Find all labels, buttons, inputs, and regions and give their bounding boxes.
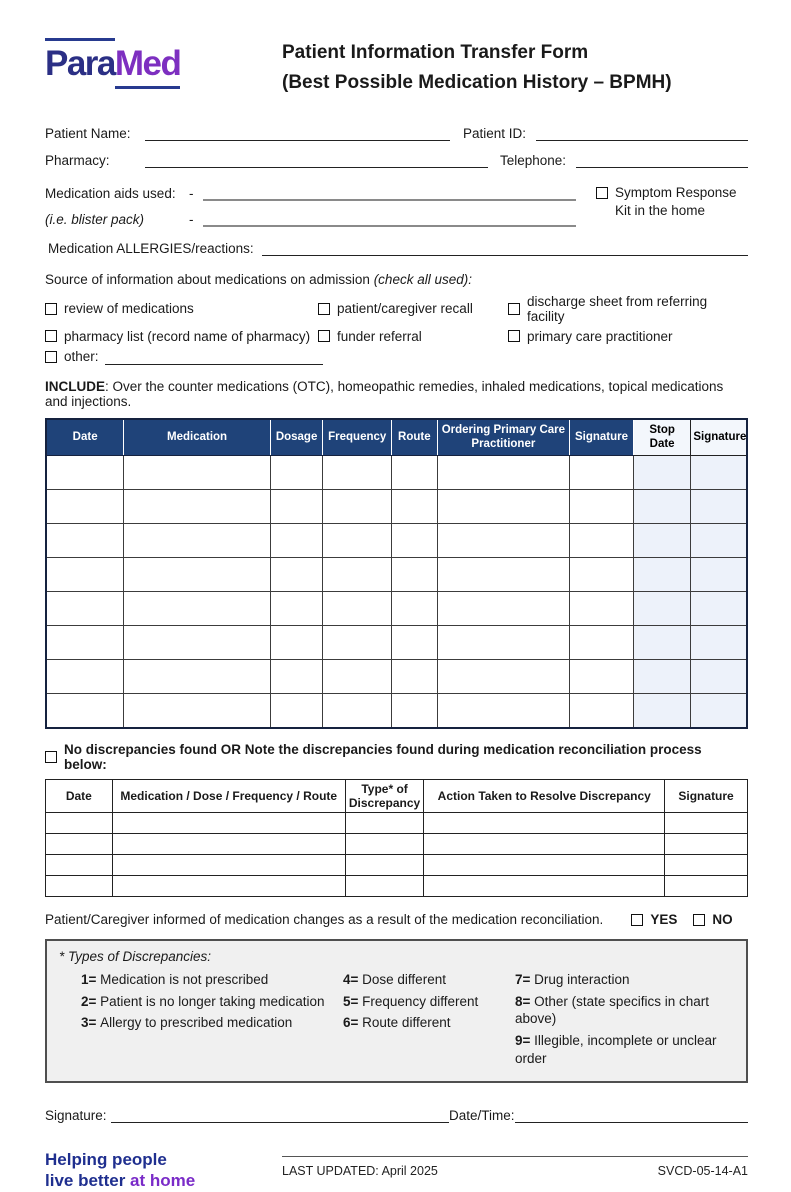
tagline-line2-blue: live better — [45, 1171, 131, 1191]
med-table-cell[interactable] — [691, 557, 747, 591]
disc-table-cell[interactable] — [345, 855, 424, 876]
yes-label: YES — [650, 912, 678, 928]
tagline-line1: Helping people — [45, 1150, 167, 1170]
med-table-cell[interactable] — [46, 523, 124, 557]
med-table-cell[interactable] — [124, 625, 271, 659]
med-table-header-5: Route — [392, 419, 438, 455]
disc-table-cell[interactable] — [665, 834, 748, 855]
patient-id-label: Patient ID: — [463, 125, 527, 141]
discrepancy-table — [45, 779, 748, 898]
med-table-cell[interactable] — [124, 489, 271, 523]
disc-table-cell[interactable] — [665, 876, 748, 897]
types-grid — [59, 971, 734, 1071]
allergies-label: Medication ALLERGIES/reactions: — [48, 240, 254, 256]
types-item: 1= Medication is not prescribed — [81, 972, 269, 988]
page-title — [282, 28, 672, 99]
footer-divider — [282, 1156, 748, 1157]
types-item: 6= Route different — [343, 1015, 451, 1031]
disc-table-cell[interactable] — [46, 834, 113, 855]
disc-table-cell[interactable] — [46, 876, 113, 897]
disc-table-row — [46, 834, 748, 855]
signature-label: Signature: — [45, 1108, 107, 1124]
med-table-header-6: Ordering Primary Care Practitioner — [437, 419, 569, 455]
med-aids-field-2[interactable] — [203, 210, 577, 227]
med-table-cell[interactable] — [633, 693, 690, 728]
disc-table-header-4: Action Taken to Resolve Discrepancy — [424, 779, 665, 813]
disc-table-row — [46, 855, 748, 876]
disc-table-cell[interactable] — [424, 876, 665, 897]
disc-table-cell[interactable] — [665, 855, 748, 876]
source-option — [45, 301, 318, 316]
med-table-cell[interactable] — [570, 591, 634, 625]
med-table-cell[interactable] — [437, 557, 569, 591]
source-other-label: other: — [64, 349, 99, 365]
med-table-cell[interactable] — [124, 693, 271, 728]
dash: - — [189, 211, 194, 227]
source-checkbox-grid — [45, 294, 748, 344]
disc-table-cell[interactable] — [112, 813, 345, 834]
medication-aids-section — [45, 184, 748, 236]
pharmacy-field[interactable] — [145, 152, 488, 168]
med-table-cell[interactable] — [437, 693, 569, 728]
med-table-cell[interactable] — [570, 557, 634, 591]
types-box-title: * Types of Discrepancies: — [59, 949, 212, 965]
disc-table-cell[interactable] — [112, 855, 345, 876]
types-item: 8= Other (state specifics in chart above) — [515, 993, 709, 1027]
medication-table-header-row — [46, 419, 747, 455]
source-option-label: patient/caregiver recall — [337, 301, 473, 317]
no-label: NO — [712, 912, 733, 928]
med-table-header-4: Frequency — [323, 419, 392, 455]
source-checkbox[interactable] — [508, 330, 520, 342]
informed-line — [45, 912, 748, 927]
med-table-cell[interactable] — [323, 693, 392, 728]
source-other-checkbox[interactable] — [45, 351, 57, 363]
patient-name-field[interactable] — [145, 125, 450, 141]
types-item: 4= Dose different — [343, 972, 446, 988]
med-table-cell[interactable] — [323, 591, 392, 625]
form-header — [45, 28, 748, 99]
types-item: 7= Drug interaction — [515, 972, 630, 988]
med-table-cell[interactable] — [570, 625, 634, 659]
disc-table-cell[interactable] — [424, 813, 665, 834]
med-table-row — [46, 659, 747, 693]
datetime-field[interactable] — [515, 1107, 748, 1123]
types-of-discrepancies-box — [45, 939, 748, 1083]
med-table-cell[interactable] — [570, 693, 634, 728]
pharmacy-row — [45, 152, 748, 168]
logo-med-text: Med — [115, 46, 181, 89]
source-option — [318, 329, 508, 344]
med-table-cell[interactable] — [570, 659, 634, 693]
med-table-cell[interactable] — [270, 693, 323, 728]
datetime-label: Date/Time: — [449, 1108, 515, 1124]
med-table-row — [46, 625, 747, 659]
symptom-kit-label-line2: Kit in the home — [615, 203, 706, 218]
med-table-cell[interactable] — [323, 659, 392, 693]
source-option — [508, 329, 748, 344]
med-table-cell[interactable] — [633, 455, 690, 489]
disc-table-cell[interactable] — [424, 834, 665, 855]
med-table-cell[interactable] — [46, 489, 124, 523]
yes-checkbox[interactable] — [631, 914, 643, 926]
med-table-cell[interactable] — [270, 557, 323, 591]
patient-name-row — [45, 125, 748, 141]
med-table-cell[interactable] — [691, 659, 747, 693]
source-option-label: pharmacy list (record name of pharmacy) — [64, 328, 311, 344]
med-table-cell[interactable] — [323, 455, 392, 489]
med-table-cell[interactable] — [691, 455, 747, 489]
source-option — [318, 301, 508, 316]
disc-table-cell[interactable] — [46, 813, 113, 834]
document-code: SVCD-05-14-A1 — [657, 1164, 748, 1179]
no-discrepancies-line — [45, 742, 748, 772]
source-other-row — [45, 349, 748, 365]
med-table-cell[interactable] — [633, 489, 690, 523]
source-row — [45, 329, 748, 344]
med-table-cell[interactable] — [392, 625, 438, 659]
disc-table-header-3: Type* of Discrepancy — [345, 779, 424, 813]
med-table-cell[interactable] — [124, 557, 271, 591]
source-checkbox[interactable] — [318, 330, 330, 342]
pharmacy-label: Pharmacy: — [45, 152, 110, 168]
med-table-cell[interactable] — [437, 455, 569, 489]
last-updated-text: LAST UPDATED: April 2025 — [282, 1164, 438, 1179]
med-table-cell[interactable] — [633, 557, 690, 591]
med-table-header-2: Medication — [124, 419, 271, 455]
med-table-cell[interactable] — [570, 455, 634, 489]
med-table-cell[interactable] — [392, 489, 438, 523]
med-table-cell[interactable] — [392, 693, 438, 728]
med-table-cell[interactable] — [124, 455, 271, 489]
source-other-field[interactable] — [105, 349, 323, 365]
patient-name-label: Patient Name: — [45, 125, 131, 141]
med-aids-sublabel: (i.e. blister pack) — [45, 211, 145, 227]
med-table-cell[interactable] — [323, 625, 392, 659]
page-title-line2: (Best Possible Medication History – BPMH) — [282, 72, 672, 94]
med-table-cell[interactable] — [270, 489, 323, 523]
discrepancy-table-header-row — [46, 779, 748, 813]
no-discrepancies-text: No discrepancies found OR Note the discrepancies found during medication reconciliation process below: — [64, 741, 702, 772]
med-table-header-3: Dosage — [270, 419, 323, 455]
med-table-cell[interactable] — [437, 591, 569, 625]
med-table-cell[interactable] — [392, 557, 438, 591]
med-table-cell[interactable] — [691, 489, 747, 523]
med-table-cell[interactable] — [46, 455, 124, 489]
med-table-cell[interactable] — [691, 591, 747, 625]
med-table-cell[interactable] — [570, 523, 634, 557]
symptom-kit-option — [576, 184, 748, 236]
med-table-row — [46, 523, 747, 557]
med-table-row — [46, 557, 747, 591]
med-table-row — [46, 693, 747, 728]
med-table-cell[interactable] — [570, 489, 634, 523]
med-table-cell[interactable] — [270, 591, 323, 625]
med-table-cell[interactable] — [437, 523, 569, 557]
footer-right — [282, 1156, 748, 1192]
med-table-cell[interactable] — [392, 659, 438, 693]
disc-table-cell[interactable] — [345, 813, 424, 834]
med-table-cell[interactable] — [633, 591, 690, 625]
types-column — [81, 971, 343, 1071]
types-column — [515, 971, 734, 1071]
med-table-cell[interactable] — [46, 659, 124, 693]
page-title-line1: Patient Information Transfer Form — [282, 42, 589, 63]
types-column — [343, 971, 515, 1071]
logo-para-text: Para — [45, 38, 115, 81]
telephone-label: Telephone: — [500, 152, 567, 168]
disc-table-cell[interactable] — [345, 834, 424, 855]
med-table-cell[interactable] — [270, 455, 323, 489]
med-table-cell[interactable] — [392, 523, 438, 557]
source-row — [45, 294, 748, 324]
med-table-cell[interactable] — [392, 455, 438, 489]
tagline-line2-purple: at home — [130, 1171, 196, 1191]
med-table-cell[interactable] — [270, 659, 323, 693]
med-aids-label: Medication aids used: — [45, 185, 176, 201]
source-option-label: funder referral — [337, 328, 422, 344]
med-table-cell[interactable] — [437, 489, 569, 523]
med-table-cell[interactable] — [437, 625, 569, 659]
med-table-cell[interactable] — [323, 557, 392, 591]
med-table-cell[interactable] — [691, 523, 747, 557]
disc-table-header-1: Date — [46, 779, 113, 813]
disc-table-cell[interactable] — [665, 813, 748, 834]
symptom-kit-checkbox[interactable] — [596, 187, 608, 199]
medication-table — [45, 418, 748, 729]
med-table-cell[interactable] — [323, 523, 392, 557]
symptom-kit-label-line1: Symptom Response — [615, 184, 737, 200]
disc-table-row — [46, 876, 748, 897]
include-note: INCLUDE: Over the counter medications (OTC), homeopathic remedies, inhaled medications, topical medications and injections. — [45, 378, 724, 409]
med-table-header-9: Signature — [691, 419, 747, 455]
med-table-row — [46, 489, 747, 523]
source-option-label: review of medications — [64, 301, 194, 317]
med-table-cell[interactable] — [633, 523, 690, 557]
med-table-cell[interactable] — [633, 625, 690, 659]
source-option — [508, 294, 748, 324]
disc-table-cell[interactable] — [46, 855, 113, 876]
disc-table-header-2: Medication / Dose / Frequency / Route — [112, 779, 345, 813]
no-discrepancies-checkbox[interactable] — [45, 751, 57, 763]
tagline — [45, 1149, 282, 1192]
med-table-cell[interactable] — [124, 659, 271, 693]
med-table-cell[interactable] — [124, 523, 271, 557]
med-table-cell[interactable] — [46, 625, 124, 659]
med-table-cell[interactable] — [392, 591, 438, 625]
med-table-cell[interactable] — [270, 625, 323, 659]
types-item: 3= Allergy to prescribed medication — [81, 1015, 293, 1031]
signature-row — [45, 1107, 748, 1123]
source-checkbox[interactable] — [45, 330, 57, 342]
med-table-row — [46, 455, 747, 489]
med-table-cell[interactable] — [437, 659, 569, 693]
med-table-header-8: Stop Date — [633, 419, 690, 455]
types-item: 2= Patient is no longer taking medication — [81, 993, 325, 1009]
med-table-cell[interactable] — [691, 625, 747, 659]
patient-id-field[interactable] — [536, 125, 748, 141]
informed-text: Patient/Caregiver informed of medication changes as a result of the medication reconciliation. — [45, 912, 604, 928]
med-table-cell[interactable] — [46, 693, 124, 728]
paramed-logo — [45, 28, 282, 99]
disc-table-cell[interactable] — [424, 855, 665, 876]
med-table-cell[interactable] — [46, 557, 124, 591]
med-table-row — [46, 591, 747, 625]
source-section-title: Source of information about medications on admission (check all used): — [45, 271, 472, 287]
disc-table-cell[interactable] — [112, 876, 345, 897]
med-table-cell[interactable] — [46, 591, 124, 625]
med-table-cell[interactable] — [323, 489, 392, 523]
med-table-cell[interactable] — [124, 591, 271, 625]
source-checkbox[interactable] — [318, 303, 330, 315]
med-table-cell[interactable] — [691, 693, 747, 728]
source-checkbox[interactable] — [45, 303, 57, 315]
med-table-cell[interactable] — [633, 659, 690, 693]
allergies-field[interactable] — [262, 240, 748, 256]
source-option — [45, 329, 318, 344]
no-checkbox[interactable] — [693, 914, 705, 926]
med-table-header-7: Signature — [570, 419, 634, 455]
source-option-label: discharge sheet from referring facility — [527, 293, 708, 324]
types-item: 9= Illegible, incomplete or unclear order — [515, 1032, 717, 1066]
footer — [45, 1149, 748, 1192]
allergies-row — [45, 240, 748, 256]
source-option-label: primary care practitioner — [527, 328, 673, 344]
disc-table-cell[interactable] — [112, 834, 345, 855]
med-table-cell[interactable] — [270, 523, 323, 557]
telephone-field[interactable] — [576, 152, 748, 168]
dash: - — [189, 185, 194, 201]
disc-table-row — [46, 813, 748, 834]
types-item: 5= Frequency different — [343, 993, 479, 1009]
med-aids-field-1[interactable] — [203, 184, 577, 201]
disc-table-cell[interactable] — [345, 876, 424, 897]
med-table-header-1: Date — [46, 419, 124, 455]
source-checkbox[interactable] — [508, 303, 520, 315]
disc-table-header-5: Signature — [665, 779, 748, 813]
signature-field[interactable] — [111, 1107, 449, 1123]
